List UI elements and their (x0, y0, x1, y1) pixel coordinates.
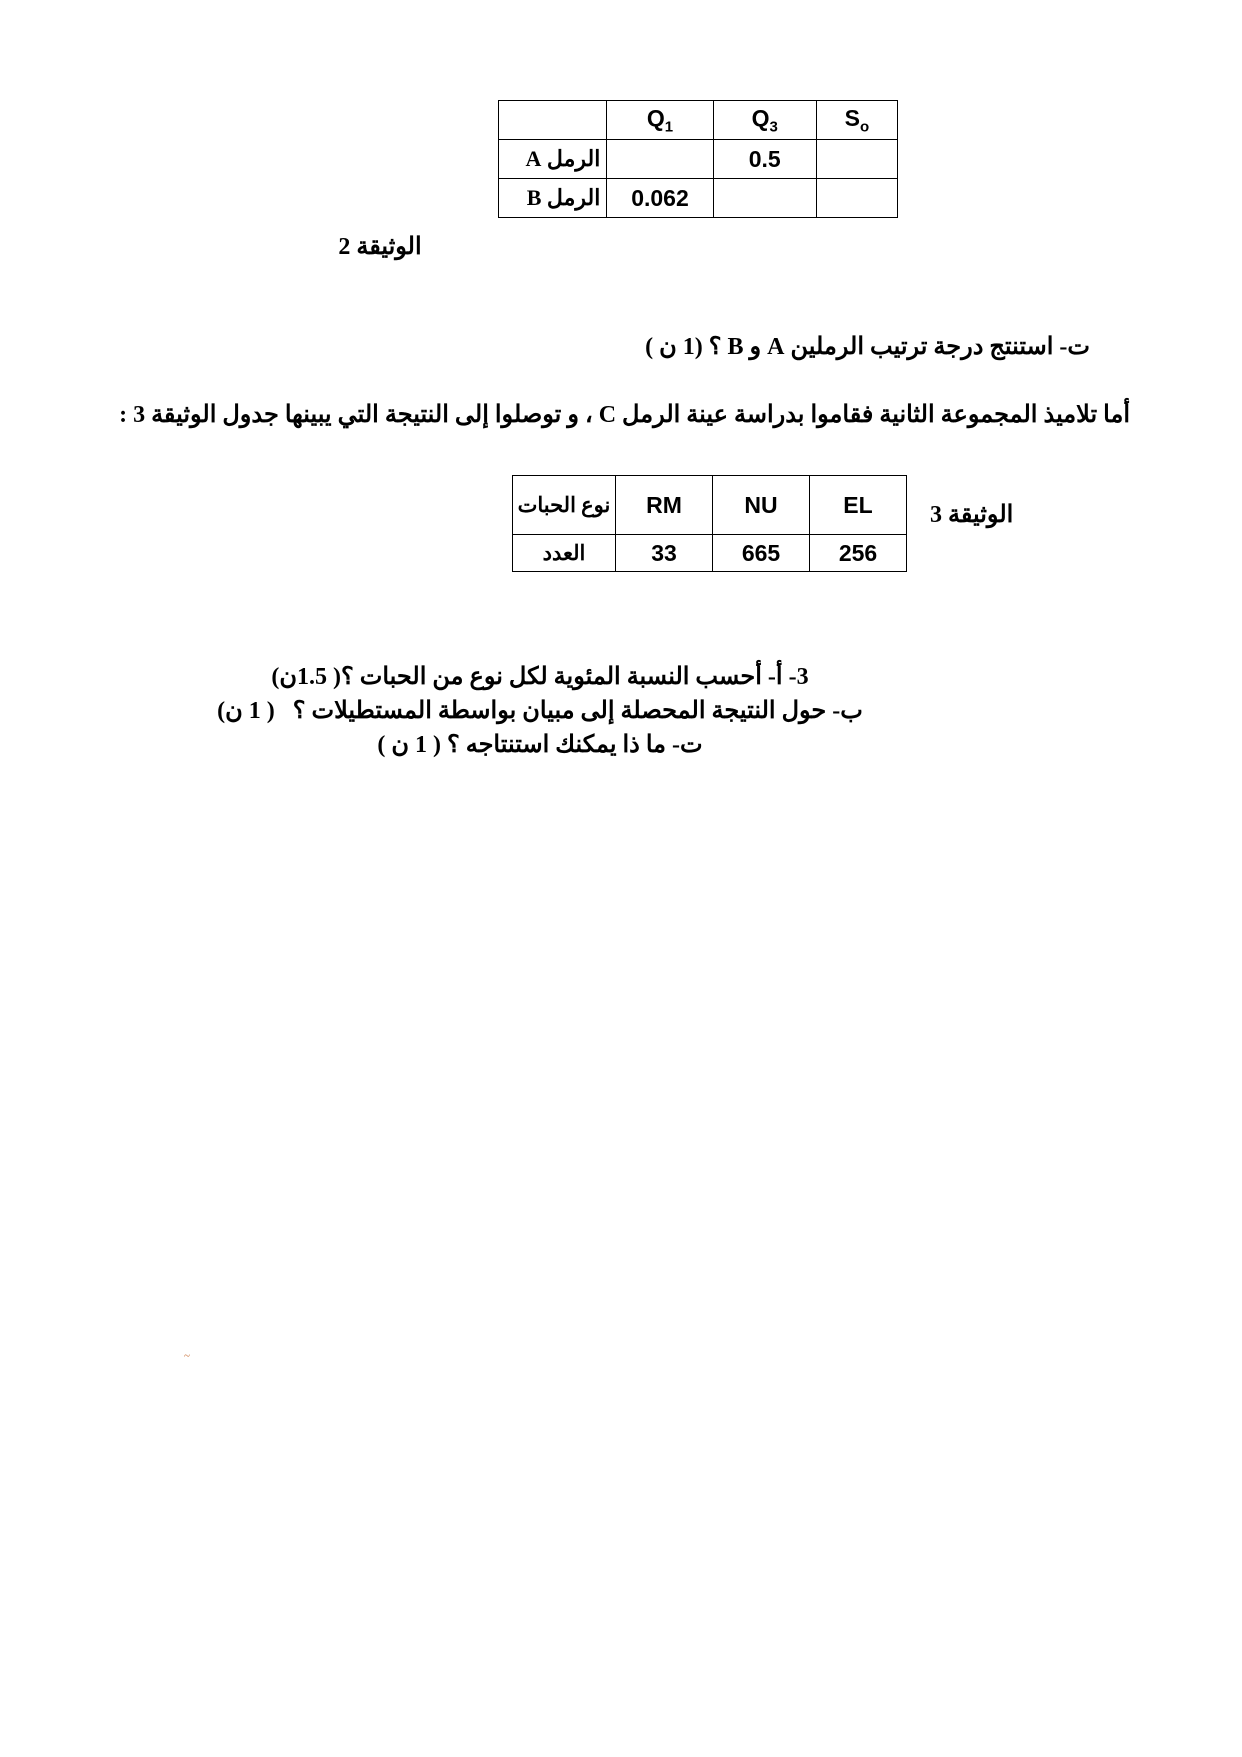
question-3a-text: 3- أ- أحسب النسبة المئوية لكل نوع من الحبات ؟( 1.5ن) (271, 664, 809, 690)
questions-block-3 (0, 660, 1080, 762)
table-row-header (513, 476, 907, 535)
cell-q1-a (607, 140, 713, 179)
cell-count-el: 256 (810, 535, 907, 572)
stray-ink-mark: ~ (184, 1350, 190, 1362)
header-cell-q3: $Q_3$ (713, 101, 816, 140)
table-row (513, 535, 907, 572)
table-3-caption: الوثيقة 3 (930, 502, 1014, 528)
cell-label-sand-b: الرمل B (499, 179, 607, 218)
cell-q1-b: 0.062 (607, 179, 713, 218)
cell-count-rm: 33 (616, 535, 713, 572)
table-3-container (512, 475, 907, 572)
cell-s0-b (816, 179, 897, 218)
cell-count-nu: 665 (713, 535, 810, 572)
header-cell-nu: NU (713, 476, 810, 535)
cell-label-count: العدد (513, 535, 616, 572)
header-cell-rm: RM (616, 476, 713, 535)
grain-count-table (512, 475, 907, 572)
intro-paragraph: أما تلاميذ المجموعة الثانية فقاموا بدراسة عينة الرمل C ، و توصلوا إلى النتيجة التي يبينها جدول الوثيقة 3 : (119, 402, 1130, 428)
table-2-container (498, 100, 898, 218)
header-cell-label (499, 101, 607, 140)
question-3c-text: ت- ما ذا يمكنك استنتاجه ؟ ( 1 ن ) (377, 732, 703, 759)
subscript-o: o (859, 118, 870, 136)
subscript-1: 1 (664, 118, 674, 136)
table-2-caption: الوثيقة 2 (338, 234, 422, 260)
question-3b-text: ب- حول النتيجة المحصلة إلى مبيان بواسطة المستطيلات ؟ ( 1 ن) (217, 698, 863, 725)
question-ta-text: ت- استنتج درجة ترتيب الرملين A و B ؟ (1 ن ) (645, 334, 1090, 360)
cell-q3-b (713, 179, 816, 218)
sand-ranking-table (498, 100, 898, 218)
table-row (499, 140, 898, 179)
header-cell-grain-type: نوع الحبات (513, 476, 616, 535)
header-cell-q1: $Q_1$ (607, 101, 713, 140)
subscript-3: 3 (769, 118, 778, 136)
table-row (499, 179, 898, 218)
header-cell-el: EL (810, 476, 907, 535)
cell-s0-a (816, 140, 897, 179)
cell-q3-a: 0.5 (713, 140, 816, 179)
cell-label-sand-a: الرمل A (499, 140, 607, 179)
table-row-header (499, 101, 898, 140)
header-cell-s0: $S_o$ (816, 101, 897, 140)
